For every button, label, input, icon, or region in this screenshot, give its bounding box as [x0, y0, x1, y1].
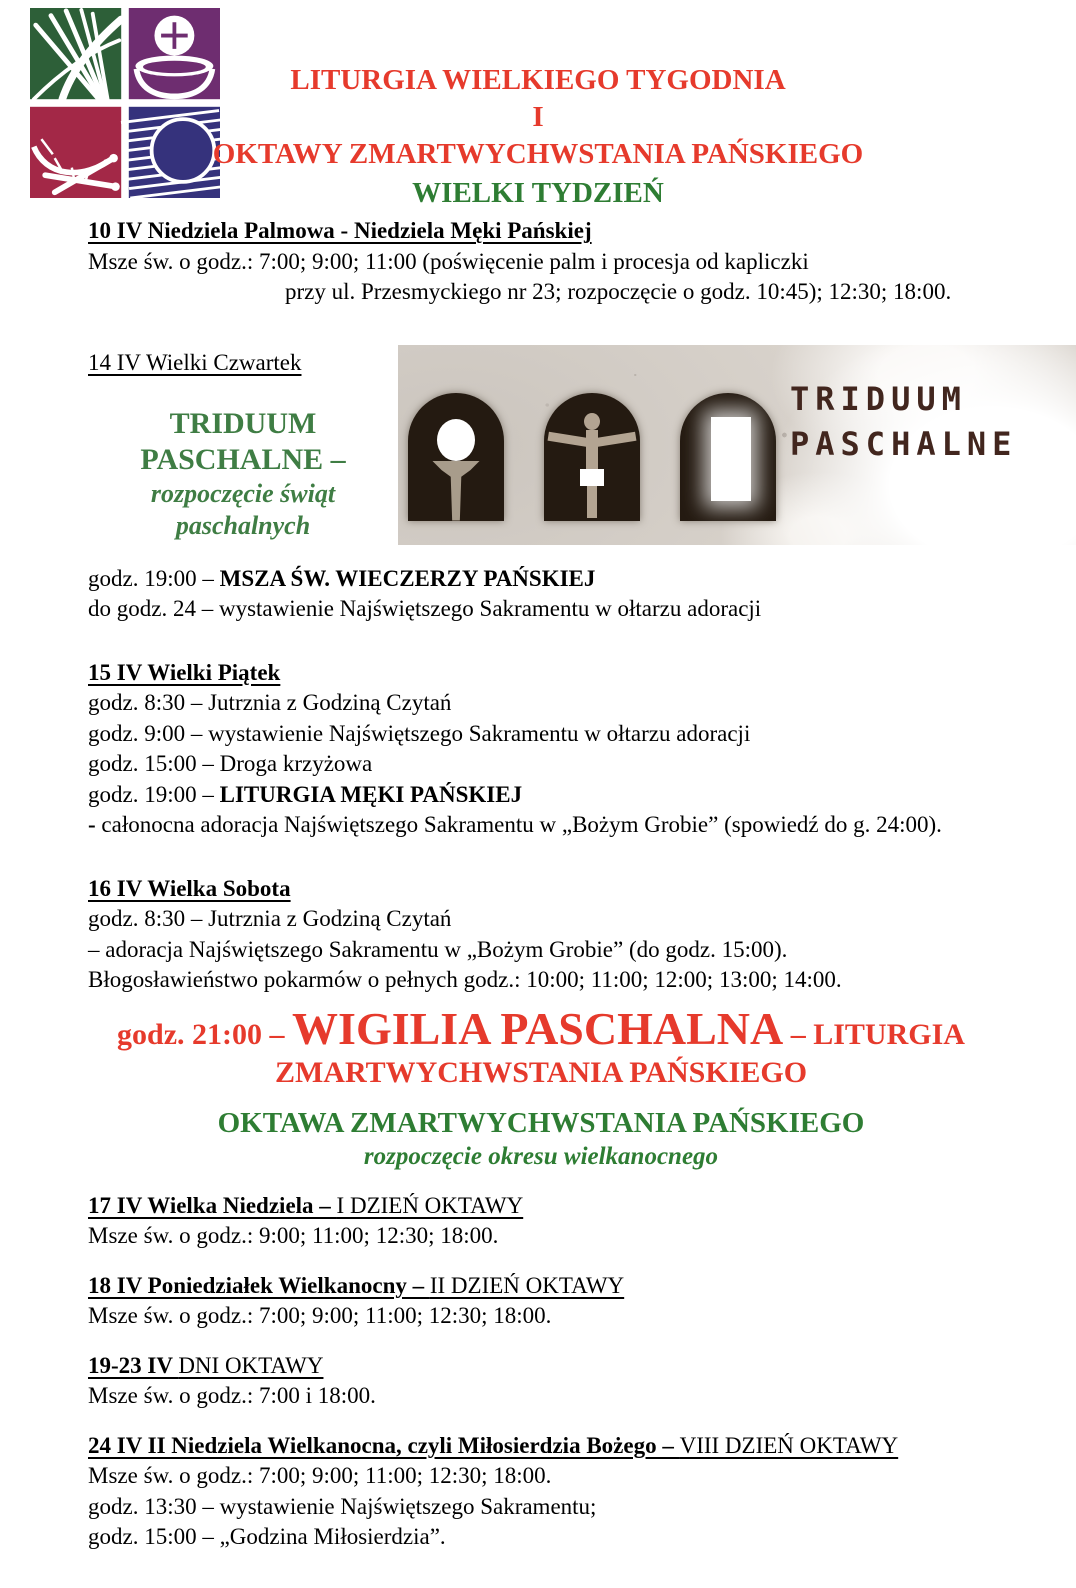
- section-octave-days: [88, 1351, 994, 1412]
- saturday-line-1: godz. 8:30 – Jutrznia z Godziną Czytań: [88, 906, 452, 931]
- easter-sunday-masses: Msze św. o godz.: 9:00; 11:00; 12:30; 18:00.: [88, 1223, 499, 1248]
- arch-crucifix: [544, 393, 640, 521]
- octave-header: [88, 1104, 994, 1172]
- banner-title: [790, 377, 1017, 467]
- divine-mercy-heading: 24 IV II Niedziela Wielkanocna, czyli Miłosierdzia Bożego – VIII DZIEŃ OKTAWY: [88, 1432, 899, 1458]
- friday-line-4: godz. 19:00 – LITURGIA MĘKI PAŃSKIEJ: [88, 781, 523, 807]
- palm-sunday-heading: 10 IV Niedziela Palmowa - Niedziela Męki Pańskiej: [88, 218, 592, 243]
- saturday-line-2: – adoracja Najświętszego Sakramentu w „Bożym Grobie” (do godz. 15:00).: [88, 936, 788, 962]
- section-divine-mercy-sunday: [88, 1431, 994, 1553]
- crucifix-icon: [584, 413, 600, 430]
- holy-thursday-heading: 14 IV Wielki Czwartek: [88, 349, 302, 375]
- triduum-announcement: [88, 406, 398, 542]
- easter-vigil-announcement: [88, 1002, 994, 1092]
- section-easter-monday: [88, 1271, 994, 1332]
- divine-mercy-line-2: godz. 13:30 – wystawienie Najświętszego Sakramentu;: [88, 1493, 597, 1519]
- octave-days-masses: Msze św. o godz.: 7:00 i 18:00.: [88, 1383, 376, 1408]
- holy-saturday-heading: 16 IV Wielka Sobota: [88, 875, 291, 901]
- octave-days-heading: 19-23 IV DNI OKTAWY: [88, 1352, 324, 1378]
- octave-title: OKTAWA ZMARTWYCHWSTANIA PAŃSKIEGO: [217, 1106, 865, 1139]
- section-palm-sunday: [88, 216, 994, 308]
- section-holy-saturday: [88, 874, 994, 996]
- triduum-announcement-line-2: PASCHALNE –: [140, 443, 346, 476]
- banner-title-line-1: TRIDUUM: [790, 379, 967, 418]
- vigil-line-1: godz. 21:00 – WIGILIA PASCHALNA – LITURGIA: [117, 1002, 965, 1054]
- host-icon: [437, 419, 475, 461]
- easter-sunday-heading: 17 IV Wielka Niedziela – I DZIEŃ OKTAWY: [88, 1192, 524, 1218]
- octave-subtitle: rozpoczęcie okresu wielkanocnego: [363, 1142, 719, 1170]
- page-titles: [0, 62, 1076, 213]
- tomb-window-icon: [711, 417, 751, 501]
- section-easter-sunday: [88, 1191, 994, 1252]
- easter-monday-heading: 18 IV Poniedziałek Wielkanocny – II DZIEŃ OKTAWY: [88, 1272, 625, 1298]
- friday-line-1: godz. 8:30 – Jutrznia z Godziną Czytań: [88, 690, 452, 715]
- main-title-line-3: OKTAWY ZMARTWYCHWSTANIA PAŃSKIEGO: [212, 138, 864, 170]
- easter-monday-masses: Msze św. o godz.: 7:00; 9:00; 11:00; 12:30; 18:00.: [88, 1303, 552, 1328]
- triduum-announcement-line-4: paschalnych: [175, 511, 311, 540]
- triduum-announcement-line-3: rozpoczęcie świąt: [150, 479, 336, 508]
- bulletin-content: [88, 216, 1018, 1553]
- thursday-mass-line: godz. 19:00 – MSZA ŚW. WIECZERZY PAŃSKIEJ: [88, 565, 596, 591]
- holy-thursday-left-column: [88, 348, 398, 543]
- saturday-line-3: Błogosławieństwo pokarmów o pełnych godz.: 10:00; 11:00; 12:00; 13:00; 14:00.: [88, 967, 842, 992]
- chalice-icon: [432, 461, 480, 521]
- friday-line-5: - całonocna adoracja Najświętszego Sakramentu w „Bożym Grobie” (spowiedź do g. 24:00).: [88, 812, 942, 837]
- vigil-line-2: ZMARTWYCHWSTANIA PAŃSKIEGO: [274, 1055, 808, 1089]
- friday-line-3: godz. 15:00 – Droga krzyżowa: [88, 751, 373, 776]
- good-friday-heading: 15 IV Wielki Piątek: [88, 659, 281, 685]
- triduum-banner-image: [398, 345, 1076, 545]
- arch-chalice: [408, 393, 504, 521]
- section-holy-thursday: [88, 348, 1018, 548]
- palm-sunday-masses-line: Msze św. o godz.: 7:00; 9:00; 11:00 (poświęcenie palm i procesja od kapliczki: [88, 248, 809, 274]
- friday-line-2: godz. 9:00 – wystawienie Najświętszego Sakramentu w ołtarzu adoracji: [88, 720, 751, 746]
- main-title-line-4: WIELKI TYDZIEŃ: [412, 177, 664, 209]
- triduum-announcement-line-1: TRIDUUM: [169, 407, 317, 440]
- section-good-friday: [88, 658, 994, 841]
- main-title-line-1: LITURGIA WIELKIEGO TYGODNIA: [290, 64, 786, 96]
- banner-title-line-2: PASCHALNE: [790, 424, 1018, 463]
- divine-mercy-line-3: godz. 15:00 – „Godzina Miłosierdzia”.: [88, 1524, 446, 1549]
- arch-empty-tomb: [680, 393, 776, 521]
- divine-mercy-masses: Msze św. o godz.: 7:00; 9:00; 11:00; 12:30; 18:00.: [88, 1463, 552, 1488]
- holy-thursday-schedule: [88, 564, 994, 625]
- thursday-adoration-line: do godz. 24 – wystawienie Najświętszego Sakramentu w ołtarzu adoracji: [88, 596, 762, 621]
- palm-sunday-masses-line-2: przy ul. Przesmyckiego nr 23; rozpoczęcie o godz. 10:45); 12:30; 18:00.: [285, 279, 952, 304]
- main-title-line-2: I: [532, 101, 544, 133]
